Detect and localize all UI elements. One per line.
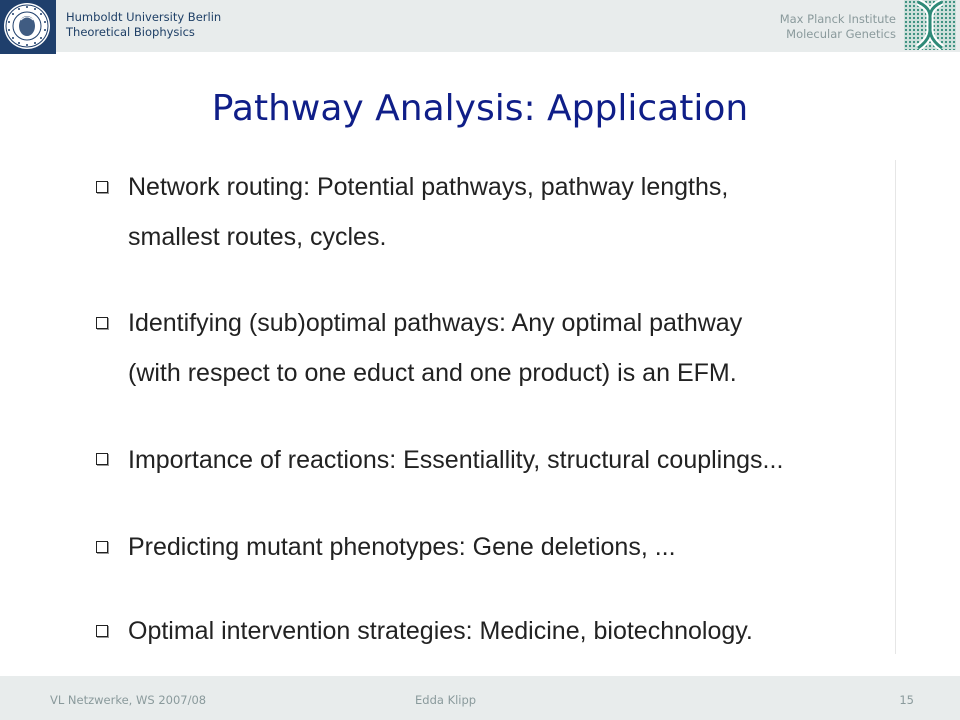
- institute-name-line2: Molecular Genetics: [786, 27, 896, 41]
- bullet-icon: [96, 317, 108, 329]
- bullet-icon: [96, 453, 108, 465]
- institute-name-line1: Max Planck Institute: [779, 12, 896, 26]
- university-name-line2: Theoretical Biophysics: [66, 25, 195, 39]
- page-number: 15: [899, 693, 914, 707]
- list-item-2-line1: Identifying (sub)optimal pathways: Any optimal pathway: [128, 309, 743, 337]
- list-item-3: Importance of reactions: Essentiallity, structural couplings...: [128, 446, 784, 474]
- content-divider: [895, 160, 896, 654]
- list-item-1-line2: smallest routes, cycles.: [128, 223, 387, 251]
- list-item-1-line1: Network routing: Potential pathways, pathway lengths,: [128, 173, 729, 201]
- list-item-4: Predicting mutant phenotypes: Gene deletions, ...: [128, 533, 676, 561]
- dna-helix-icon: [904, 0, 956, 50]
- author-label: Edda Klipp: [415, 693, 477, 707]
- bullet-icon: [96, 181, 108, 193]
- bullet-icon: [96, 541, 108, 553]
- course-label: VL Netzwerke, WS 2007/08: [50, 693, 207, 707]
- bullet-list: [86, 160, 896, 654]
- slide-title: Pathway Analysis: Application: [211, 88, 749, 129]
- slide-header: [0, 0, 960, 52]
- institute-name: [780, 12, 896, 42]
- list-item-5: Optimal intervention strategies: Medicine, biotechnology.: [128, 617, 753, 645]
- university-seal-icon: [0, 0, 56, 54]
- slide-footer: [0, 676, 960, 720]
- list-item-2-line2: (with respect to one educt and one product) is an EFM.: [128, 359, 737, 387]
- university-name: [66, 10, 221, 40]
- university-name-line1: Humboldt University Berlin: [66, 10, 222, 24]
- bullet-icon: [96, 625, 108, 637]
